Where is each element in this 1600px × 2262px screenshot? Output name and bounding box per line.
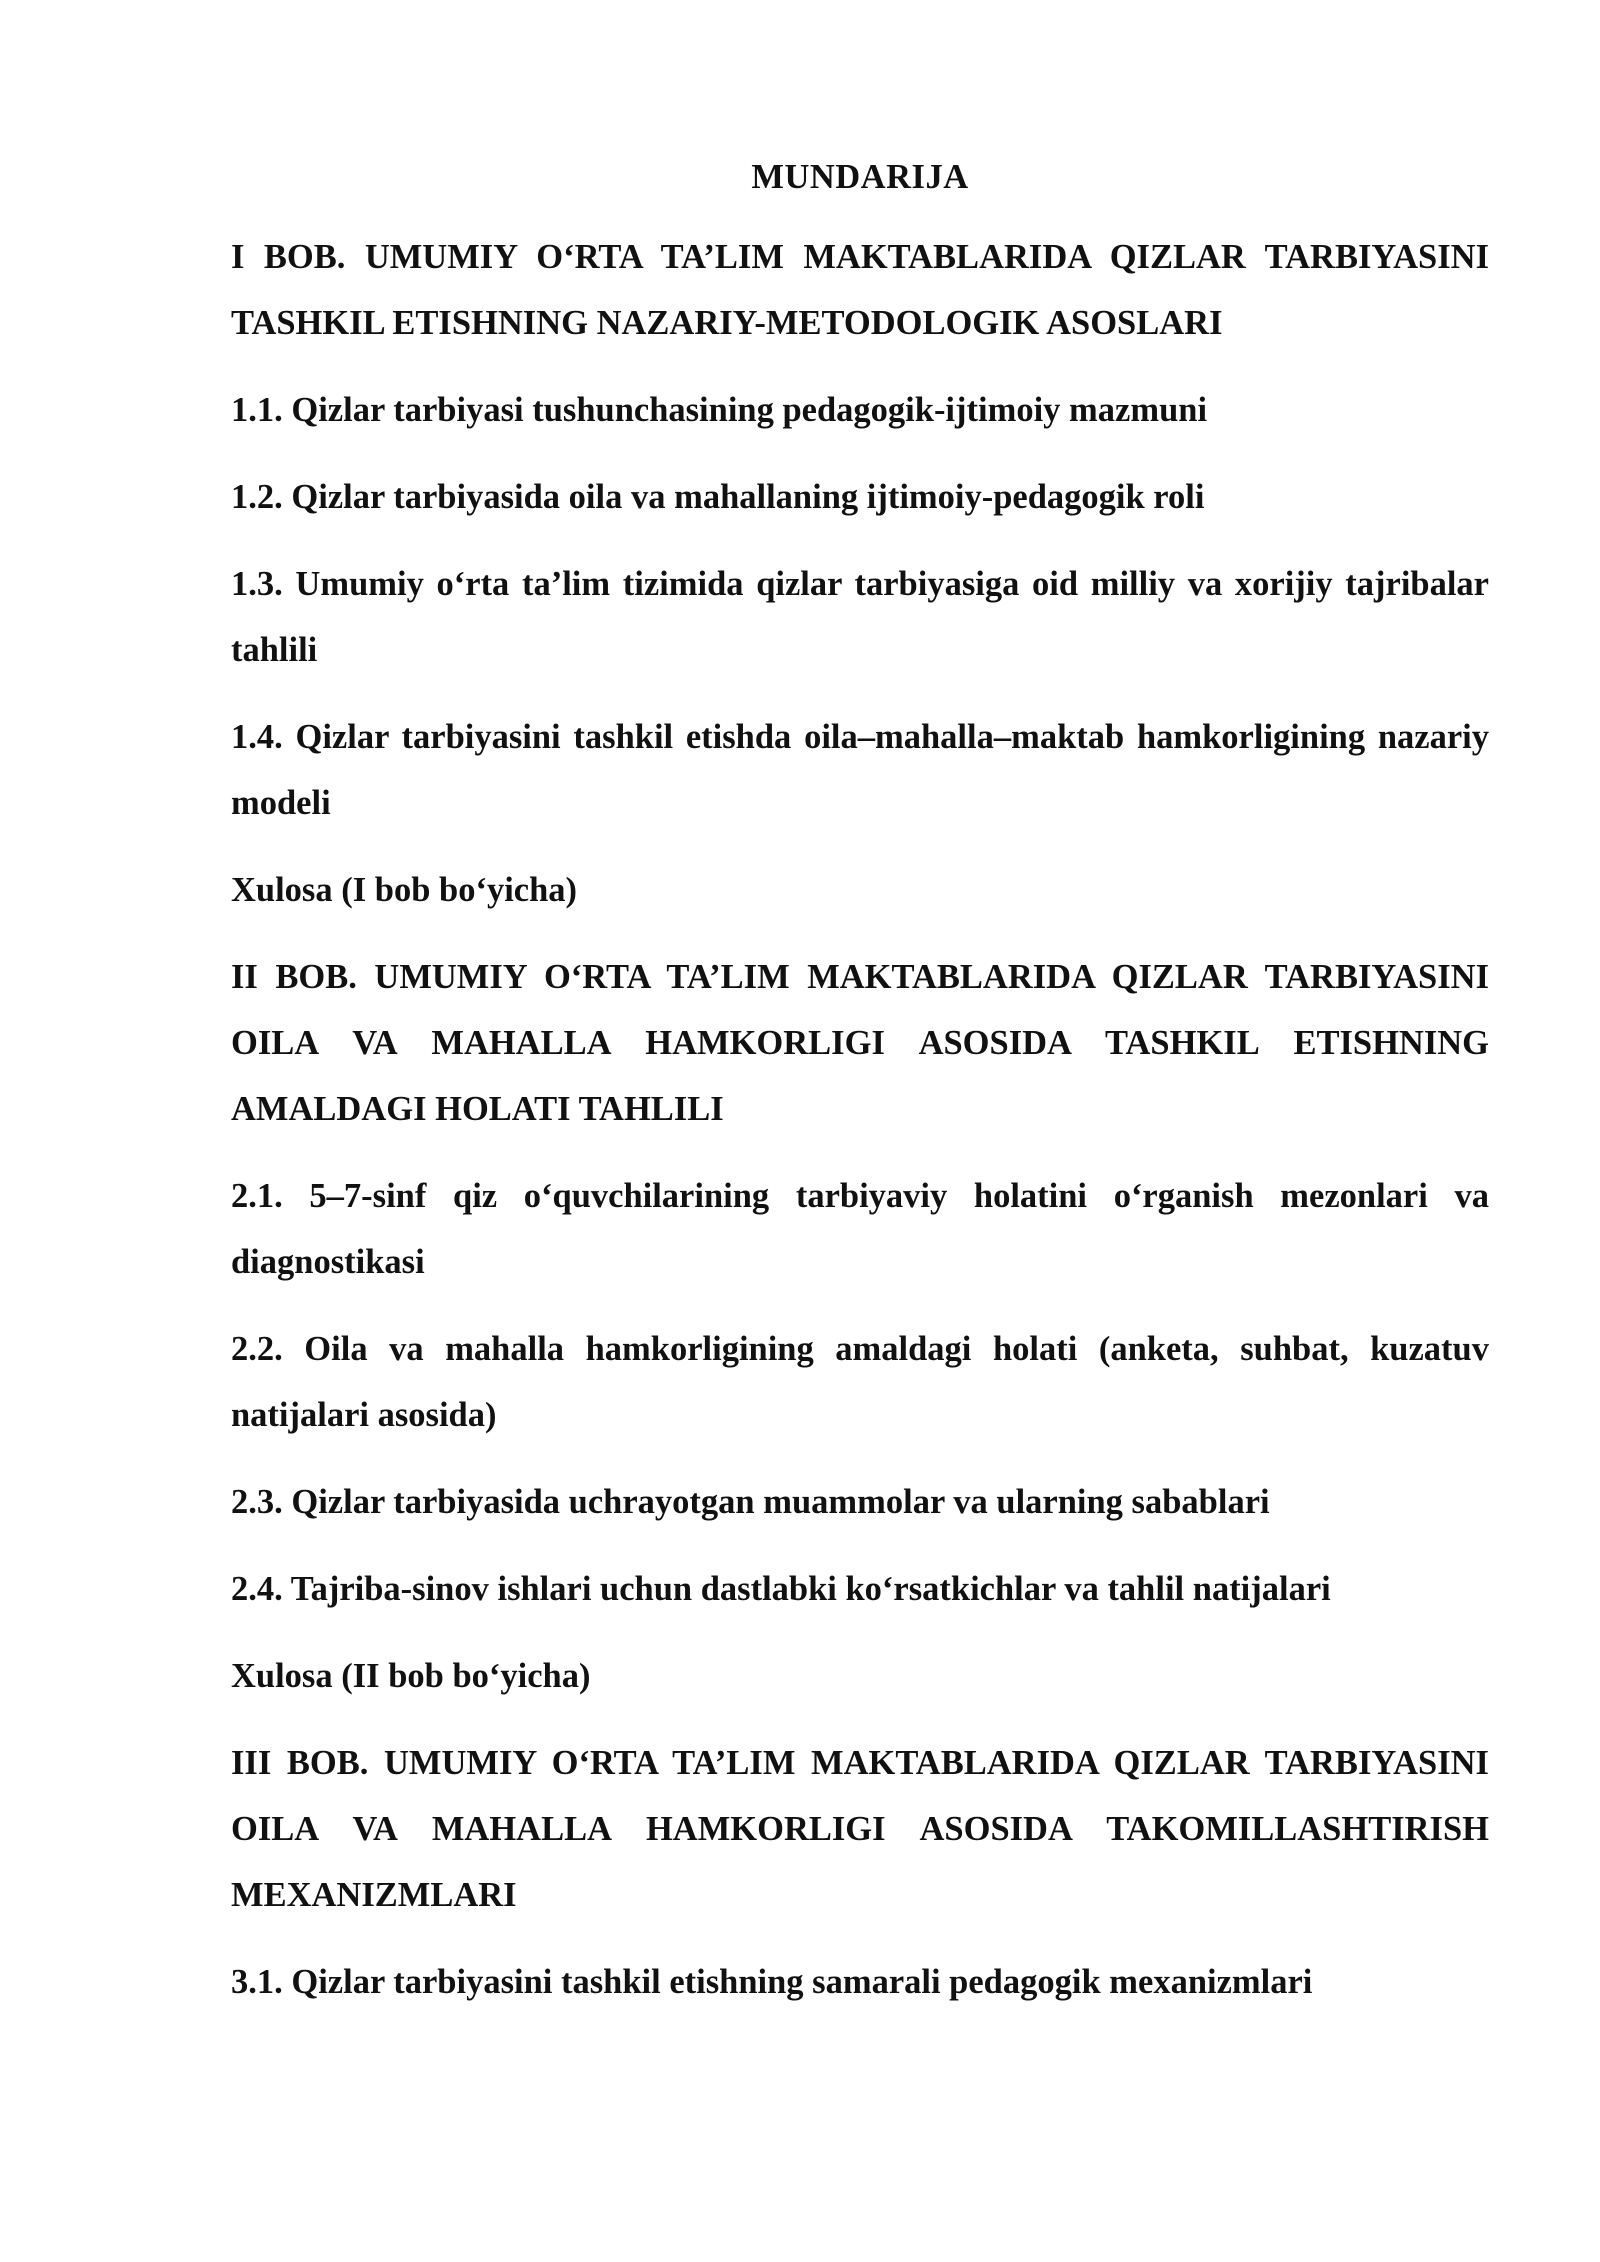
toc-section-1-4: 1.4. Qizlar tarbiyasini tashkil etishda oila–mahalla–maktab hamkorligining nazariy modeli (231, 718, 1489, 822)
toc-chapter-3: III BOB. UMUMIY O‘RTA TA’LIM MAKTABLARIDA QIZLAR TARBIYASINI OILA VA MAHALLA HAMKORLIGI ASOSIDA TAKOMILLASHTIRISH MEXANIZMLARI (231, 1744, 1489, 1914)
toc-section-2-3: 2.3. Qizlar tarbiyasida uchrayotgan muammolar va ularning sabablari (231, 1483, 1270, 1521)
toc-conclusion-2: Xulosa (II bob bo‘yicha) (231, 1657, 591, 1695)
toc-conclusion-1: Xulosa (I bob bo‘yicha) (231, 871, 578, 909)
toc-section-1-2: 1.2. Qizlar tarbiyasida oila va mahallaning ijtimoiy-pedagogik roli (231, 478, 1205, 516)
toc-section-2-1: 2.1. 5–7-sinf qiz o‘quvchilarining tarbiyaviy holatini o‘rganish mezonlari va diagnostikasi (231, 1177, 1489, 1281)
toc-section-2-2: 2.2. Oila va mahalla hamkorligining amaldagi holati (anketa, suhbat, kuzatuv natijalari asosida) (231, 1330, 1489, 1434)
toc-section-2-4: 2.4. Tajriba-sinov ishlari uchun dastlabki ko‘rsatkichlar va tahlil natijalari (231, 1570, 1331, 1608)
page-title: MUNDARIJA (751, 158, 969, 196)
toc-section-3-1: 3.1. Qizlar tarbiyasini tashkil etishning samarali pedagogik mexanizmlari (231, 1963, 1313, 2001)
toc-section-1-3: 1.3. Umumiy o‘rta ta’lim tizimida qizlar tarbiyasiga oid milliy va xorijiy tajribalar tahlili (231, 565, 1489, 669)
table-of-contents (231, 150, 1489, 2015)
toc-chapter-1: I BOB. UMUMIY O‘RTA TA’LIM MAKTABLARIDA QIZLAR TARBIYASINI TASHKIL ETISHNING NAZARIY-METODOLOGIK ASOSLARI (231, 238, 1489, 342)
toc-chapter-2: II BOB. UMUMIY O‘RTA TA’LIM MAKTABLARIDA QIZLAR TARBIYASINI OILA VA MAHALLA HAMKORLIGI ASOSIDA TASHKIL ETISHNING AMALDAGI HOLATI TAHLILI (231, 958, 1489, 1128)
toc-section-1-1: 1.1. Qizlar tarbiyasi tushunchasining pedagogik-ijtimoiy mazmuni (231, 391, 1208, 429)
